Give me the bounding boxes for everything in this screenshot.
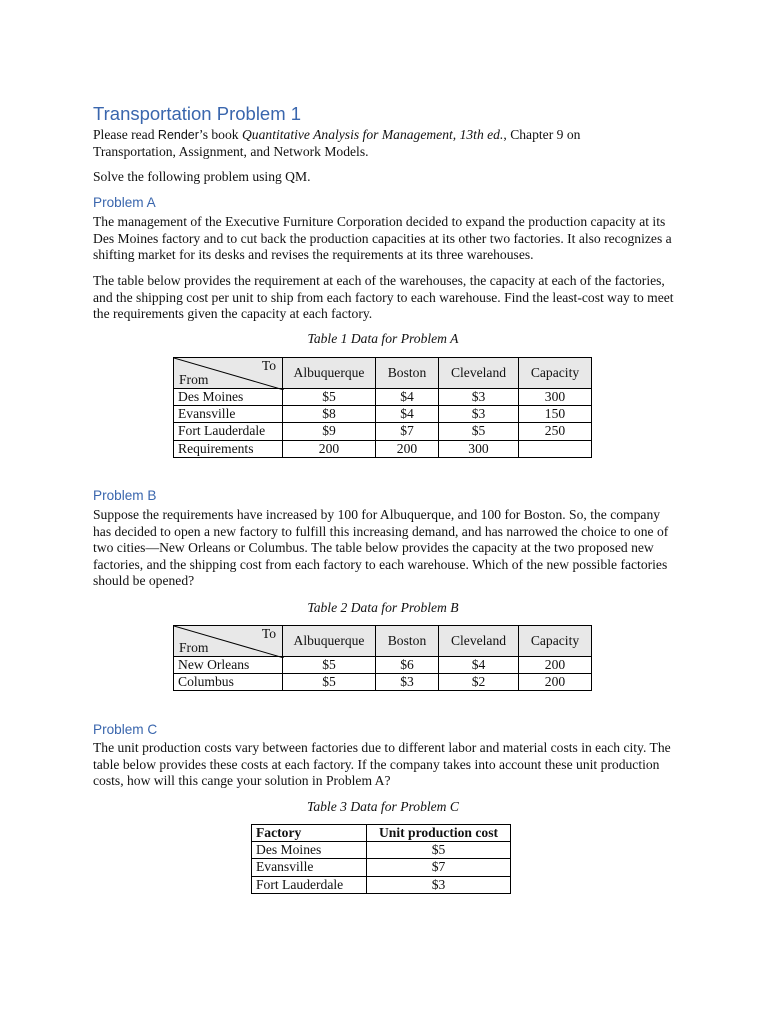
corner-to-label: To: [261, 626, 276, 641]
table-row: [174, 423, 592, 440]
table-row: [174, 657, 592, 674]
page-title: Transportation Problem 1: [93, 103, 302, 124]
table-cell: $7: [376, 423, 439, 440]
table-cell: $4: [439, 657, 519, 674]
intro-suffix: , Chapter 9 on: [503, 127, 581, 142]
problem-c-paragraph: The unit production costs vary between factories due to different labor and material costs in each city. The table below provides these costs at each factory. If the company takes into account these unit production costs, how will this cange your solution in Problem A?: [93, 740, 671, 789]
book-title: Quantitative Analysis for Management, 13th ed.: [241, 127, 504, 142]
row-label: New Orleans: [174, 657, 283, 674]
table-3-header-row: [252, 825, 511, 842]
table-cell: $3: [439, 389, 519, 406]
table-1-caption: Table 1 Data for Problem A: [307, 331, 459, 346]
table-cell: $5: [367, 842, 511, 859]
table-cell: $5: [283, 657, 376, 674]
table-1-header-row: [174, 358, 592, 389]
table-cell: $7: [367, 859, 511, 876]
table-row: [174, 389, 592, 406]
row-label: Requirements: [174, 440, 283, 457]
problem-a-paragraph-2: The table below provides the requirement at each of the warehouses, the capacity at each of the factories, and the shipping cost per unit to ship from each factory to each warehouse. Find the least-cost way to meet the requirements given the capacity at each factory.: [93, 273, 674, 322]
row-label: Fort Lauderdale: [174, 423, 283, 440]
table-cell: 300: [519, 389, 592, 406]
row-label: Evansville: [252, 859, 367, 876]
problem-b-heading: Problem B: [93, 488, 157, 503]
column-header: Boston: [376, 626, 439, 657]
column-header: Factory: [252, 825, 367, 842]
table-corner-cell: [174, 358, 283, 389]
column-header: Unit production cost: [367, 825, 511, 842]
instruction-text: Solve the following problem using QM.: [93, 169, 311, 184]
table-cell: 250: [519, 423, 592, 440]
table-cell: $6: [376, 657, 439, 674]
table-3-caption: Table 3 Data for Problem C: [307, 799, 459, 814]
table-cell: $8: [283, 406, 376, 423]
column-header: Boston: [376, 358, 439, 389]
table-cell: 200: [519, 657, 592, 674]
table-row: [174, 406, 592, 423]
table-1: [173, 357, 592, 458]
row-label: Des Moines: [174, 389, 283, 406]
table-cell: 200: [519, 674, 592, 691]
column-header: Albuquerque: [283, 358, 376, 389]
row-label: Fort Lauderdale: [252, 876, 367, 893]
row-label: Des Moines: [252, 842, 367, 859]
table-3: [251, 824, 511, 894]
table-2-caption: Table 2 Data for Problem B: [307, 600, 459, 615]
table-cell: 300: [439, 440, 519, 457]
corner-to-label: To: [261, 358, 276, 373]
table-cell: [519, 440, 592, 457]
column-header: Cleveland: [439, 358, 519, 389]
column-header: Albuquerque: [283, 626, 376, 657]
table-cell: 150: [519, 406, 592, 423]
table-row: [174, 440, 592, 457]
column-header: Capacity: [519, 626, 592, 657]
table-cell: $9: [283, 423, 376, 440]
intro-middle: ’s book: [198, 127, 242, 142]
corner-from-label: From: [179, 371, 209, 387]
table-corner-cell: [174, 626, 283, 657]
table-cell: $5: [439, 423, 519, 440]
problem-a-heading: Problem A: [93, 195, 156, 210]
table-cell: $3: [376, 674, 439, 691]
book-author: Render: [157, 128, 199, 142]
table-row: [174, 674, 592, 691]
table-cell: $5: [283, 674, 376, 691]
table-row: [252, 842, 511, 859]
table-row: [252, 876, 511, 893]
table-cell: $2: [439, 674, 519, 691]
table-cell: 200: [283, 440, 376, 457]
problem-b-paragraph: Suppose the requirements have increased by 100 for Albuquerque, and 100 for Boston. So, the company has decided to open a new factory to fulfill this increasing demand, and has narrowed the choice to one of two cities—New Orleans or Columbus. The table below provides the capacity at the two proposed new factories, and the shipping cost from each factory to each warehouse. Which of the new possible factories should be opened?: [93, 507, 669, 589]
table-2-header-row: [174, 626, 592, 657]
table-cell: $4: [376, 406, 439, 423]
table-cell: $3: [439, 406, 519, 423]
table-2: [173, 625, 592, 691]
table-cell: $5: [283, 389, 376, 406]
column-header: Cleveland: [439, 626, 519, 657]
intro-paragraph: [93, 127, 683, 160]
row-label: Evansville: [174, 406, 283, 423]
column-header: Capacity: [519, 358, 592, 389]
table-cell: $4: [376, 389, 439, 406]
intro-line2: Transportation, Assignment, and Network Models.: [93, 143, 369, 159]
problem-a-paragraph-1: The management of the Executive Furniture Corporation decided to expand the production capacity at its Des Moines factory and to cut back the production capacities at its other two factories. It also recognizes a shifting market for its desks and revises the requirements at its three warehouses.: [93, 214, 672, 263]
table-row: [252, 859, 511, 876]
table-cell: 200: [376, 440, 439, 457]
table-cell: $3: [367, 876, 511, 893]
problem-c-heading: Problem C: [93, 722, 158, 737]
intro-prefix: Please read: [93, 127, 158, 142]
corner-from-label: From: [179, 639, 209, 655]
row-label: Columbus: [174, 674, 283, 691]
